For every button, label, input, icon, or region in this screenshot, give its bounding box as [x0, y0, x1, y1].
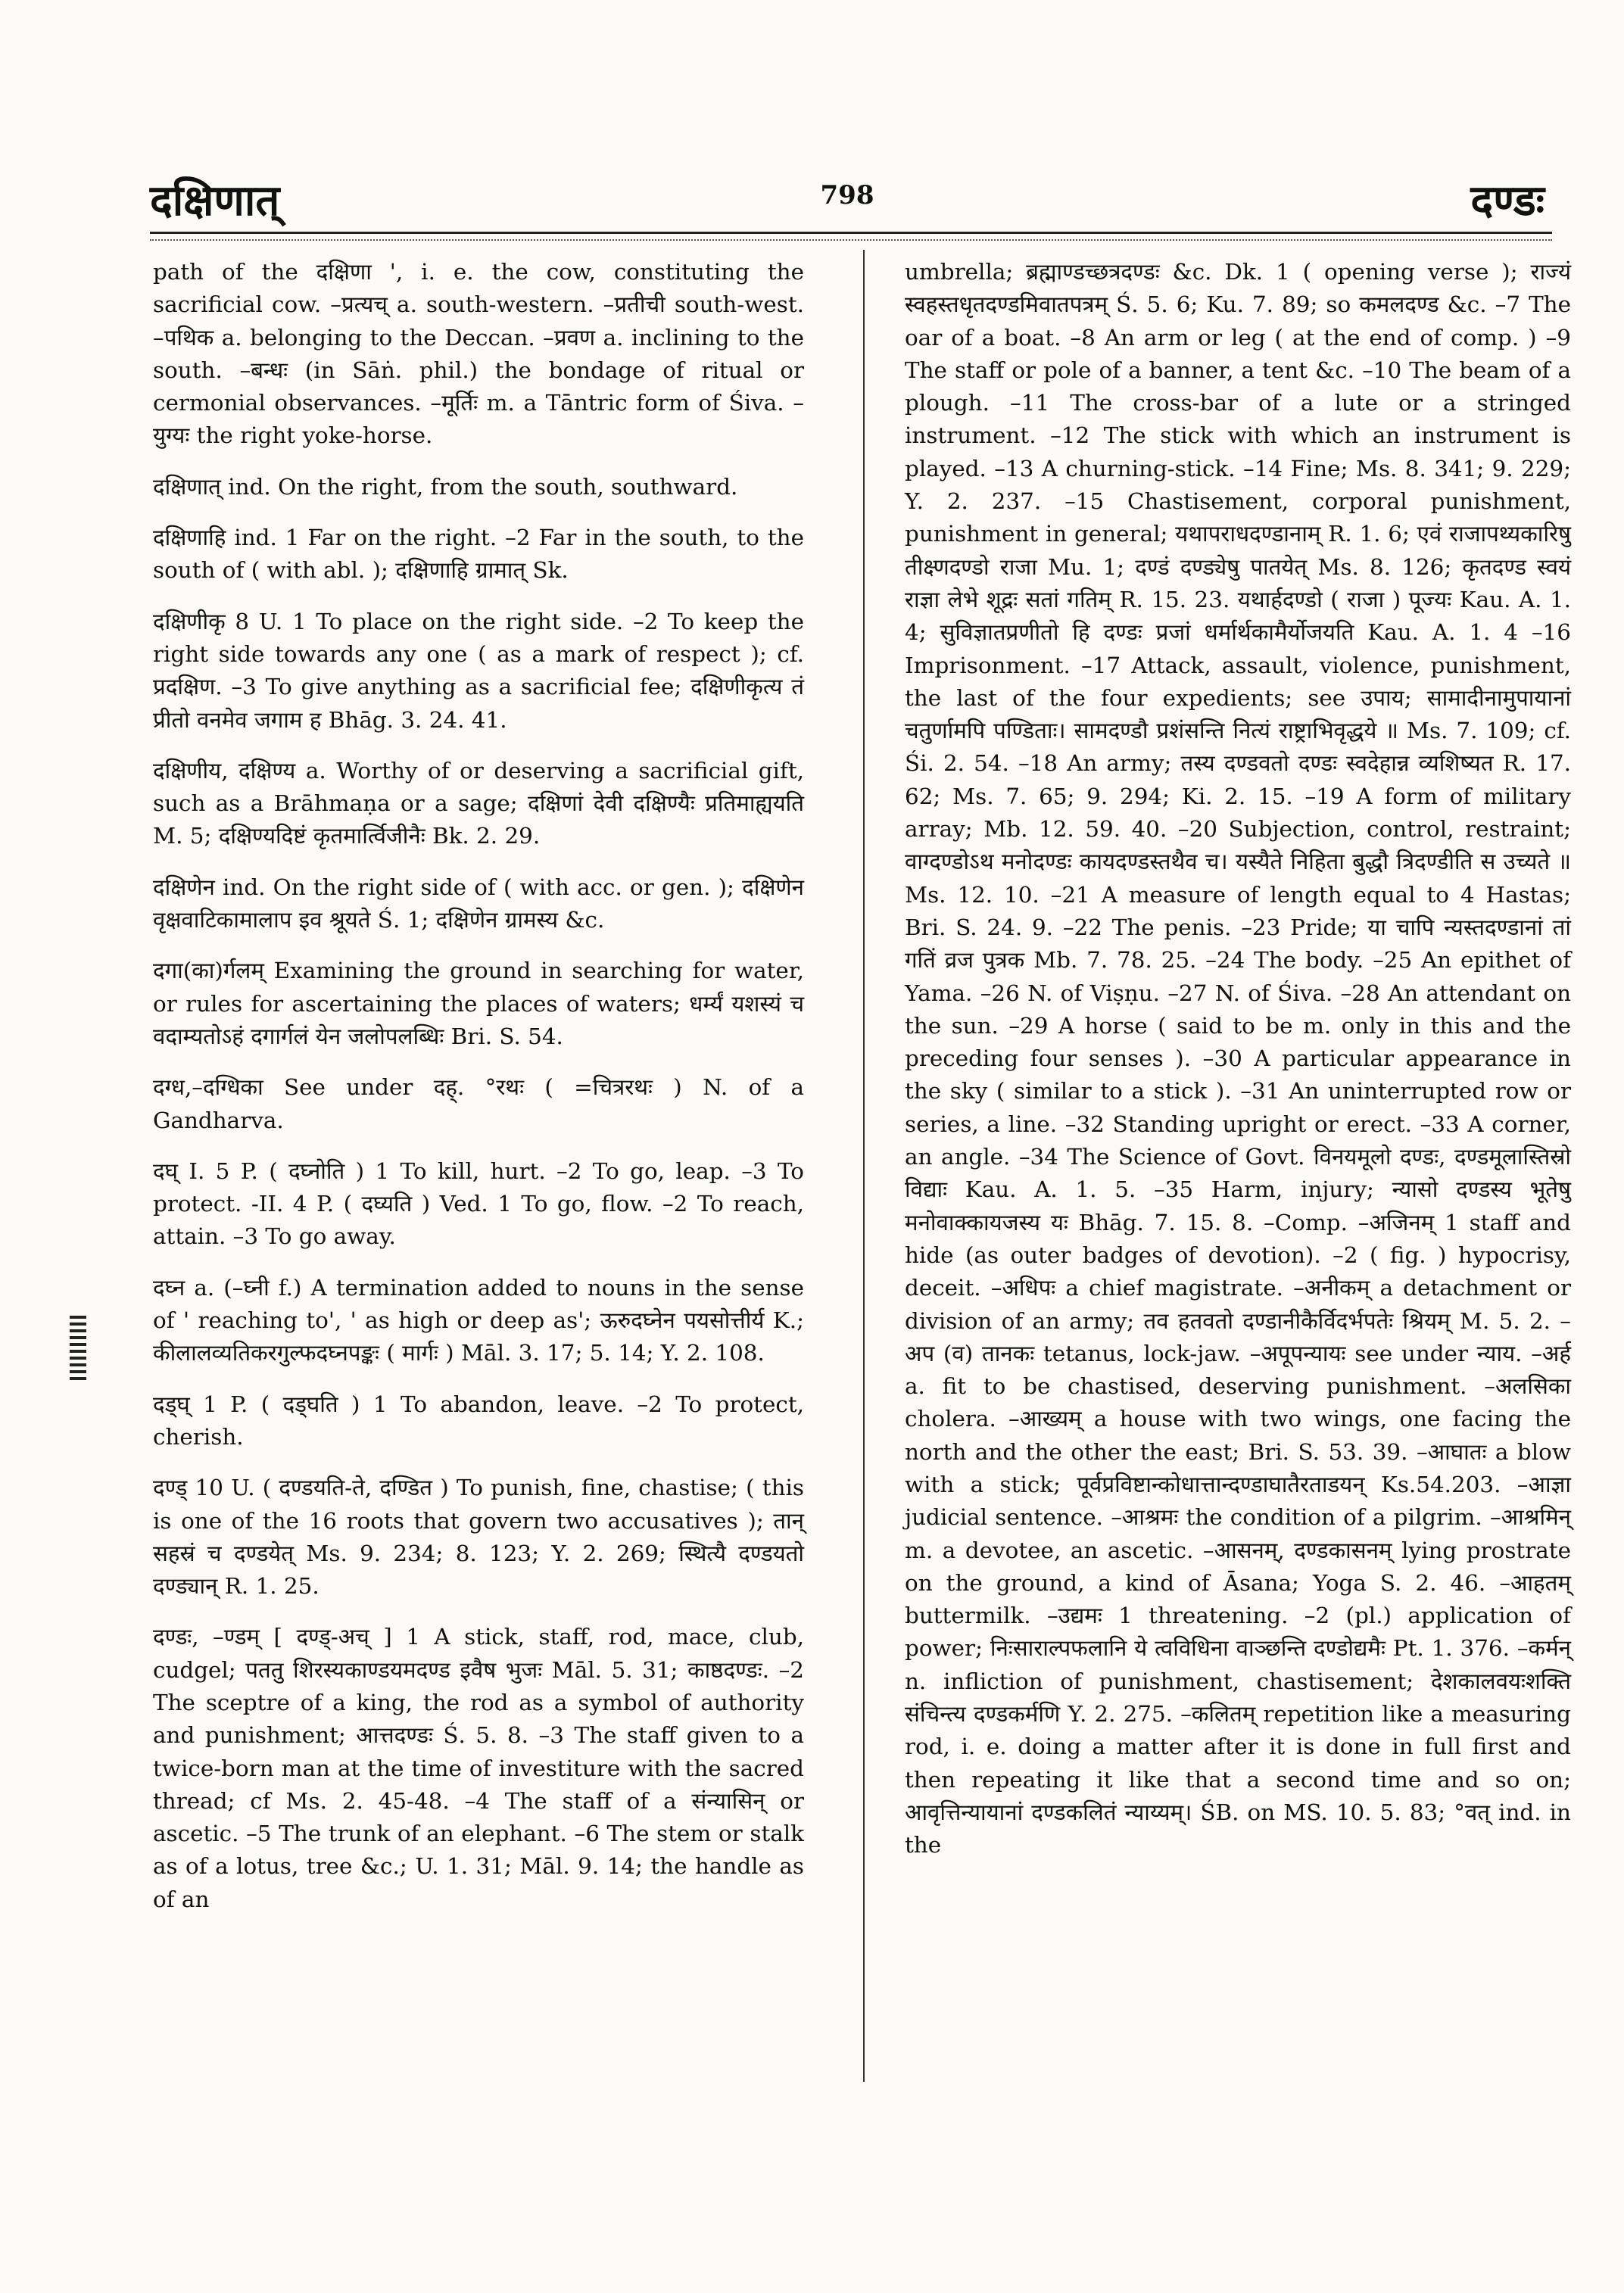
header-dotted-rule — [150, 239, 1552, 241]
running-head — [150, 173, 1545, 226]
column-divider — [863, 250, 865, 2082]
entry-dagargalam: दगा(का)र्गलम् Examining the ground in searching for water, or rules for ascertaining the places of waters; धर्म्यं यशस्यं च वदाम्यतोऽहं दगार्गलं येन जलोपलब्धिः Bri. S. 54. — [153, 958, 804, 1049]
left-guide-word: दक्षिणात् — [150, 176, 280, 226]
right-column — [905, 256, 1571, 1880]
left-column — [153, 256, 804, 1934]
right-guide-word: दण्डः — [1470, 176, 1545, 226]
entry-continuation: path of the दक्षिणा ', i. e. the cow, constituting the sacrificial cow. –प्रत्यच् a. south-western. –प्रतीची south-west. –पथिक a. belonging to the Deccan. –प्रवण a. inclining to the south. –बन्धः (in Sāṅ. phil.) the bondage of ritual or cermonial observances. –मूर्तिः m. a Tāntric form of Śiva. –युग्यः the right yoke-horse. — [153, 259, 804, 449]
header-rule — [150, 232, 1552, 234]
entry-dakshiniya: दक्षिणीय, दक्षिण्य a. Worthy of or deserving a sacrificial gift, such as a Brāhmaṇa or a sage; दक्षिणां देवी दक्षिण्यैः प्रतिमाह्ययति M. 5; दक्षिण्यदिष्टं कृतमार्त्विजीनैः Bk. 2. 29. — [153, 757, 804, 849]
entry-daghna: दघ्न a. (–घ्नी f.) A termination added to nouns in the sense of ' reaching to', ' as high or deep as'; ऊरुदघ्नेन पयसोत्तीर्य K.; कीलालव्यतिकरगुल्फदघ्नपङ्कः ( मार्गः ) Māl. 3. 17; 5. 14; Y. 2. 108. — [153, 1274, 804, 1366]
entry-dandah-continued: umbrella; ब्रह्माण्डच्छत्रदण्डः &c. Dk. 1 ( opening verse ); राज्यं स्वहस्तधृतदण्डमिवातपत्रम् Ś. 5. 6; Ku. 7. 89; so कमलदण्ड &c. –7 The oar of a boat. –8 An arm or leg ( at the end of comp. ) –9 The staff or pole of a banner, a tent &c. –10 The beam of a plough. –11 The cross-bar of a lute or a stringed instrument. –12 The stick with which an instrument is played. –13 A churning-stick. –14 Fine; Ms. 8. 341; 9. 229; Y. 2. 237. –15 Chastisement, corporal punishment, punishment in general; यथापराधदण्डानाम् R. 1. 6; एवं राजापथ्यकारिषु तीक्ष्णदण्डो राजा Mu. 1; दण्डं दण्ड्येषु पातयेत् Ms. 8. 126; कृतदण्ड स्वयं राज्ञा लेभे शूद्रः सतां गतिम् R. 15. 23. यथार्हदण्डो ( राजा ) पूज्यः Kau. A. 1. 4; सुविज्ञातप्रणीतो हि दण्डः प्रजां धर्मार्थकामैर्योजयति Kau. A. 1. 4 –16 Imprisonment. –17 Attack, assault, violence, punishment, the last of the four expedients; see उपाय; सामादीनामुपायानां चतुर्णामपि पण्डिताः। सामदण्डौ प्रशंसन्ति नित्यं राष्ट्राभिवृद्धये ॥ Ms. 7. 109; cf. Śi. 2. 54. –18 An army; तस्य दण्डवतो दण्डः स्वदेहान्न व्यशिष्यत R. 17. 62; Ms. 7. 65; 9. 294; Ki. 2. 15. –19 A form of military array; Mb. 12. 59. 40. –20 Subjection, control, restraint; वाग्दण्डोऽथ मनोदण्डः कायदण्डस्तथैव च। यस्यैते निहिता बुद्धौ त्रिदण्डीति स उच्यते ॥ Ms. 12. 10. –21 A measure of length equal to 4 Hastas; Bri. S. 24. 9. –22 The penis. –23 Pride; या चापि न्यस्तदण्डानां तां गतिं व्रज पुत्रक Mb. 7. 78. 25. –24 The body. –25 An epithet of Yama. –26 N. of Viṣṇu. –27 N. of Śiva. –28 An attendant on the sun. –29 A horse ( said to be m. only in this and the preceding four senses ). –30 A particular appearance in the sky ( similar to a stick ). –31 An uninterrupted row or series, a line. –32 Standing upright or erect. –33 A corner, an angle. –34 The Science of Govt. विनयमूलो दण्डः, दण्डमूलास्तिस्रो विद्याः Kau. A. 1. 5. –35 Harm, injury; न्यासो दण्डस्य भूतेषु मनोवाक्कायजस्य यः Bhāg. 7. 15. 8. –Comp. –अजिनम् 1 staff and hide (as outer badges of devotion). –2 ( fig. ) hypocrisy, deceit. –अधिपः a chief magistrate. –अनीकम् a detachment or division of an army; तव हतवतो दण्डानीकैर्विदर्भपतेः श्रियम् M. 5. 2. –अप (व) तानकः tetanus, lock-jaw. –अपूपन्यायः see under न्याय. –अर्ह a. fit to be chastised, deserving punishment. –अलसिका cholera. –आख्यम् a house with two wings, one facing the north and the other the east; Bri. S. 53. 39. –आघातः a blow with a stick; पूर्वप्रविष्टान्कोधात्तान्दण्डाघातैरताडयन् Ks.54.203. –आज्ञा judicial sentence. –आश्रमः the condition of a pilgrim. –आश्रमिन् m. a devotee, an ascetic. –आसनम्, दण्डकासनम् lying prostrate on the ground, a kind of Āsana; Yoga S. 2. 46. –आहतम् buttermilk. –उद्यमः 1 threatening. –2 (pl.) application of power; निःसाराल्पफलानि ये त्वविधिना वाञ्छन्ति दण्डोद्यमैः Pt. 1. 376. –कर्मन् n. infliction of punishment, chastisement; देशकालवयःशक्ति संचिन्त्य दण्डकर्मणि Y. 2. 275. –कलितम् repetition like a measuring rod, i. e. doing a matter after it is done in full first and then repeating it like that a second time and so on; आवृत्तिन्यायानां दण्डकलितं न्याय्यम्। ŚB. on MS. 10. 5. 83; °वत् ind. in the — [905, 259, 1571, 1858]
entry-dagh: दघ् I. 5 P. ( दघ्नोति ) 1 To kill, hurt. –2 To go, leap. –3 To protect. -II. 4 P. ( दघ्यति ) Ved. 1 To go, flow. –2 To reach, attain. –3 To go away. — [153, 1157, 804, 1250]
entry-dakshinat: दक्षिणात् ind. On the right, from the south, southward. — [153, 473, 738, 500]
entry-dakshinikri: दक्षिणीकृ 8 U. 1 To place on the right side. –2 To keep the right side towards any one ( as a mark of respect ); cf. प्रदक्षिण. –3 To give anything as a sacrificial fee; दक्षिणीकृत्य तं प्रीतो वनमेव जगाम ह Bhāg. 3. 24. 41. — [153, 608, 804, 733]
entry-dandah: दण्डः, –ण्डम् [ दण्ड्-अच् ] 1 A stick, staff, rod, mace, club, cudgel; पततु शिरस्यकाण्डयमदण्ड इवैष भुजः Māl. 5. 31; काष्ठदण्डः. –2 The sceptre of a king, the rod as a symbol of authority and punishment; आत्तदण्डः Ś. 5. 8. –3 The staff given to a twice-born man at the time of investiture with the sacred thread; cf Ms. 2. 45-48. –4 The staff of a संन्यासिन् or ascetic. –5 The trunk of an elephant. –6 The stem or stalk as of a lotus, tree &c.; U. 1. 31; Māl. 9. 14; the handle as of an — [153, 1624, 804, 1912]
entry-dand-verb: दण्ड् 10 U. ( दण्डयति-ते, दण्डित ) To punish, fine, chastise; ( this is one of the 16 roots that govern two accusatives ); तान् सहस्रं च दण्डयेत् Ms. 9. 234; 8. 123; Y. 2. 269; स्थित्यै दण्डयतो दण्ड्यान् R. 1. 25. — [153, 1475, 804, 1600]
page-number: 798 — [820, 180, 874, 210]
entry-dakshinahi: दक्षिणाहि ind. 1 Far on the right. –2 Far in the south, to the south of ( with abl. ); दक्षिणाहि ग्रामात् Sk. — [153, 525, 804, 584]
margin-scan-mark — [70, 1316, 86, 1384]
entry-dagdha: दग्ध,–दग्धिका See under दह्. °रथः ( =चित्ररथः ) N. of a Gandharva. — [153, 1074, 804, 1133]
entry-dakshinena: दक्षिणेन ind. On the right side of ( with acc. or gen. ); दक्षिणेन वृक्षवाटिकामालाप इव श्रूयते Ś. 1; दक्षिणेन ग्रामस्य &c. — [153, 874, 804, 933]
entry-dangh: दड्घ् 1 P. ( दड्घति ) 1 To abandon, leave. –2 To protect, cherish. — [153, 1391, 804, 1450]
